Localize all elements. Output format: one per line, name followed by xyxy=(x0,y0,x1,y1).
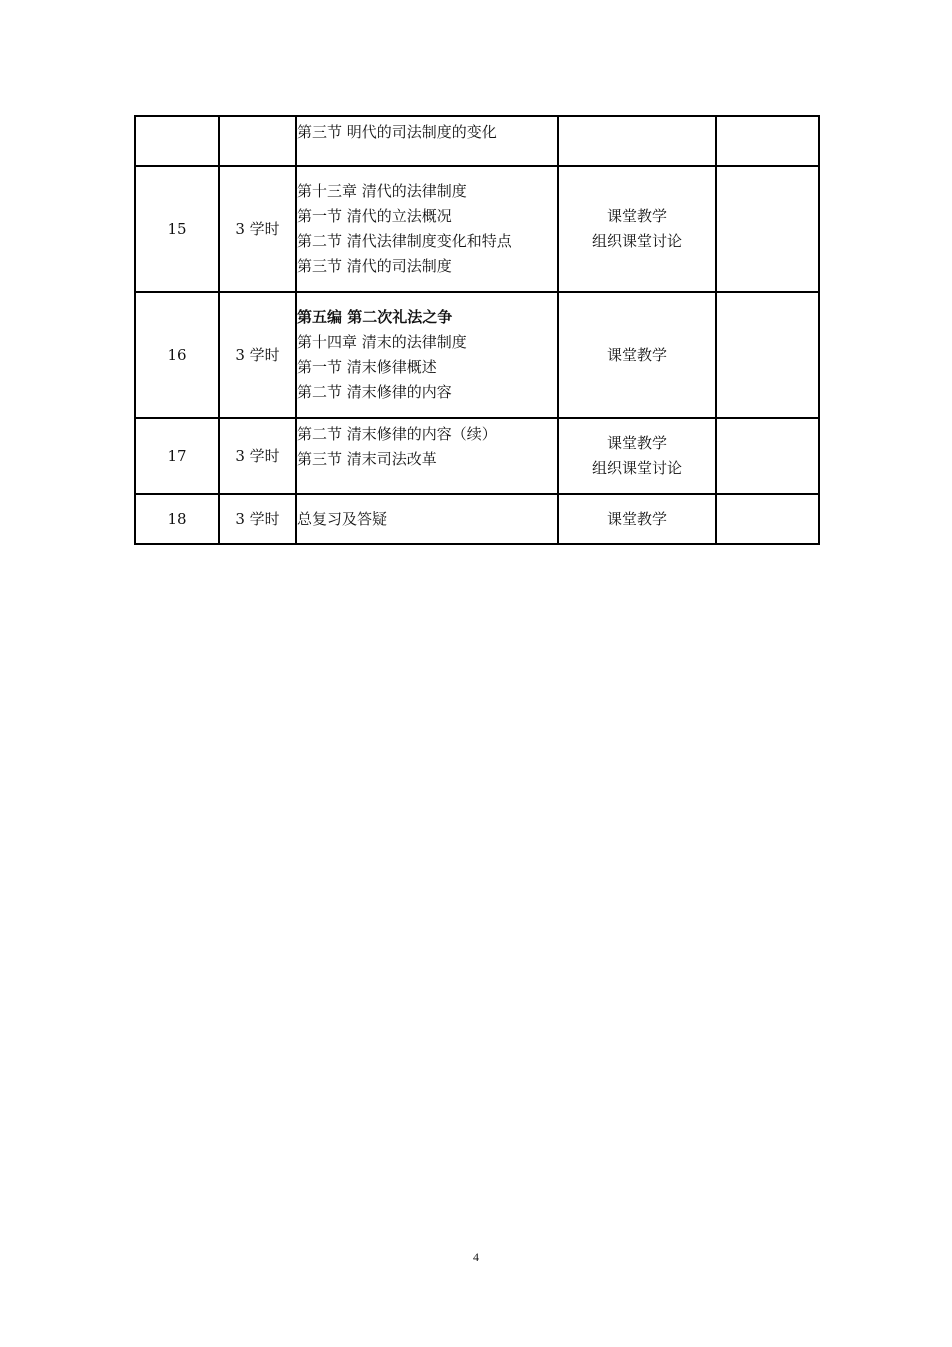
content-cell xyxy=(296,292,558,418)
hours-cell: 3 学时 xyxy=(219,418,296,494)
table-row xyxy=(135,292,819,418)
method-line: 组织课堂讨论 xyxy=(591,232,682,250)
table-row xyxy=(135,116,819,166)
method-line: 课堂教学 xyxy=(606,434,667,452)
content-line: 第三节 清末司法改革 xyxy=(297,450,437,468)
remark-cell xyxy=(716,494,819,544)
content-cell xyxy=(296,418,558,494)
content-line: 第二节 清末修律的内容（续） xyxy=(297,425,497,443)
content-line: 第三节 明代的司法制度的变化 xyxy=(297,123,497,141)
content-cell xyxy=(296,116,558,166)
method-line: 课堂教学 xyxy=(606,207,667,225)
content-line: 第二节 清末修律的内容 xyxy=(297,383,452,401)
content-line: 第一节 清代的立法概况 xyxy=(297,207,452,225)
course-schedule-table xyxy=(134,115,820,545)
method-cell xyxy=(558,292,716,418)
table-row xyxy=(135,418,819,494)
content-line: 第三节 清代的司法制度 xyxy=(297,257,452,275)
content-line: 第二节 清代法律制度变化和特点 xyxy=(297,232,512,250)
remark-cell xyxy=(716,418,819,494)
remark-cell xyxy=(716,116,819,166)
hours-cell: 3 学时 xyxy=(219,166,296,292)
remark-cell xyxy=(716,292,819,418)
page-number: 4 xyxy=(473,1250,479,1264)
hours-cell: 3 学时 xyxy=(219,292,296,418)
week-cell: 17 xyxy=(135,418,219,494)
remark-cell xyxy=(716,166,819,292)
method-line: 组织课堂讨论 xyxy=(591,459,682,477)
method-cell xyxy=(558,116,716,166)
table-row xyxy=(135,494,819,544)
method-line: 课堂教学 xyxy=(606,345,667,364)
hours-cell: 3 学时 xyxy=(219,494,296,544)
content-line: 第十三章 清代的法律制度 xyxy=(297,182,467,200)
content-line: 第十四章 清末的法律制度 xyxy=(297,333,467,351)
hours-cell xyxy=(219,116,296,166)
content-cell xyxy=(296,166,558,292)
week-cell: 16 xyxy=(135,292,219,418)
table-row xyxy=(135,166,819,292)
part-heading: 第五编 第二次礼法之争 xyxy=(297,308,453,326)
method-cell xyxy=(558,494,716,544)
content-cell xyxy=(296,494,558,544)
week-cell: 18 xyxy=(135,494,219,544)
method-line: 课堂教学 xyxy=(606,509,667,528)
method-cell xyxy=(558,418,716,494)
week-cell: 15 xyxy=(135,166,219,292)
week-cell xyxy=(135,116,219,166)
content-line: 第一节 清末修律概述 xyxy=(297,358,437,376)
content-line: 总复习及答疑 xyxy=(297,509,388,528)
method-cell xyxy=(558,166,716,292)
